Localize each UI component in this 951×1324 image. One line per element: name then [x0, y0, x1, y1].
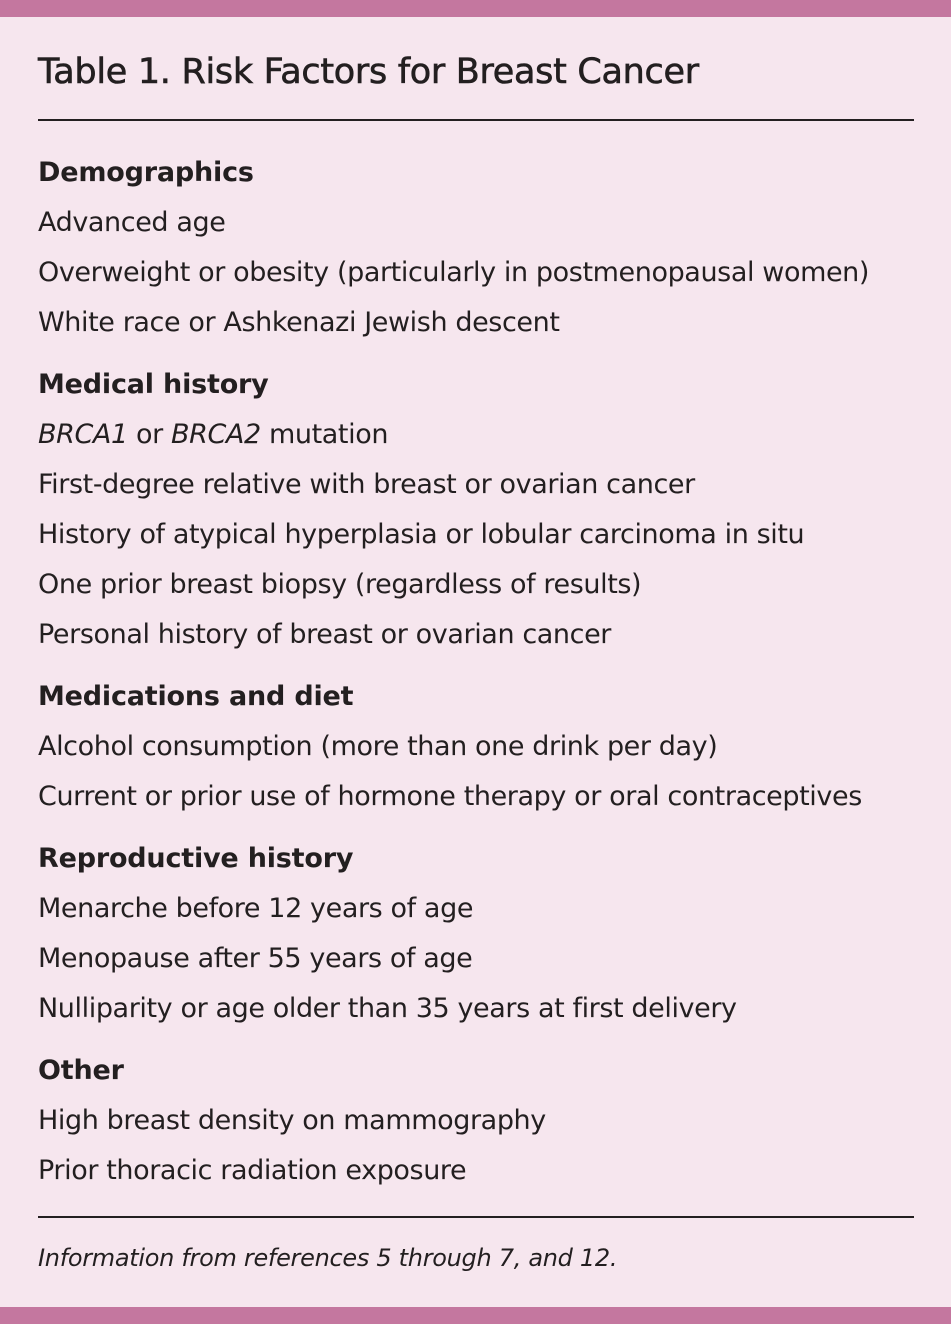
list-item: Current or prior use of hormone therapy or oral contraceptives	[38, 781, 862, 812]
list-item: Personal history of breast or ovarian cancer	[38, 619, 611, 650]
section-heading: Other	[38, 1055, 124, 1086]
list-item: Overweight or obesity (particularly in postmenopausal women)	[38, 257, 870, 288]
section-medications-and-diet	[38, 672, 938, 822]
list-item: Nulliparity or age older than 35 years at first delivery	[38, 993, 737, 1024]
top-color-band	[0, 0, 951, 17]
section-heading: Medications and diet	[38, 681, 354, 712]
gene-name-brca1: BRCA1	[38, 419, 128, 450]
list-item: History of atypical hyperplasia or lobular carcinoma in situ	[38, 519, 805, 550]
list-item: White race or Ashkenazi Jewish descent	[38, 307, 560, 338]
gene-suffix: mutation	[260, 419, 389, 450]
gene-name-brca2: BRCA2	[170, 419, 261, 450]
list-item: High breast density on mammography	[38, 1105, 546, 1136]
list-item: Menarche before 12 years of age	[38, 893, 474, 924]
list-item-brca	[38, 410, 938, 460]
source-footnote: Information from references 5 through 7, and 12.	[38, 1244, 618, 1272]
section-demographics	[38, 148, 938, 348]
list-item: Menopause after 55 years of age	[38, 943, 473, 974]
section-heading: Demographics	[38, 157, 254, 188]
section-heading: Medical history	[38, 369, 269, 400]
list-item: First-degree relative with breast or ovarian cancer	[38, 469, 695, 500]
top-divider	[38, 119, 914, 121]
section-heading: Reproductive history	[38, 843, 354, 874]
list-item: Prior thoracic radiation exposure	[38, 1155, 467, 1186]
risk-factor-list	[38, 148, 938, 1196]
bottom-color-band	[0, 1307, 951, 1324]
list-item: Alcohol consumption (more than one drink per day)	[38, 731, 718, 762]
gene-joiner: or	[127, 419, 171, 450]
table-title: Table 1. Risk Factors for Breast Cancer	[38, 52, 699, 92]
section-reproductive-history	[38, 834, 938, 1034]
list-item: Advanced age	[38, 207, 226, 238]
bottom-divider	[38, 1216, 914, 1218]
list-item: One prior breast biopsy (regardless of results)	[38, 569, 642, 600]
section-medical-history	[38, 360, 938, 660]
section-other	[38, 1046, 938, 1196]
